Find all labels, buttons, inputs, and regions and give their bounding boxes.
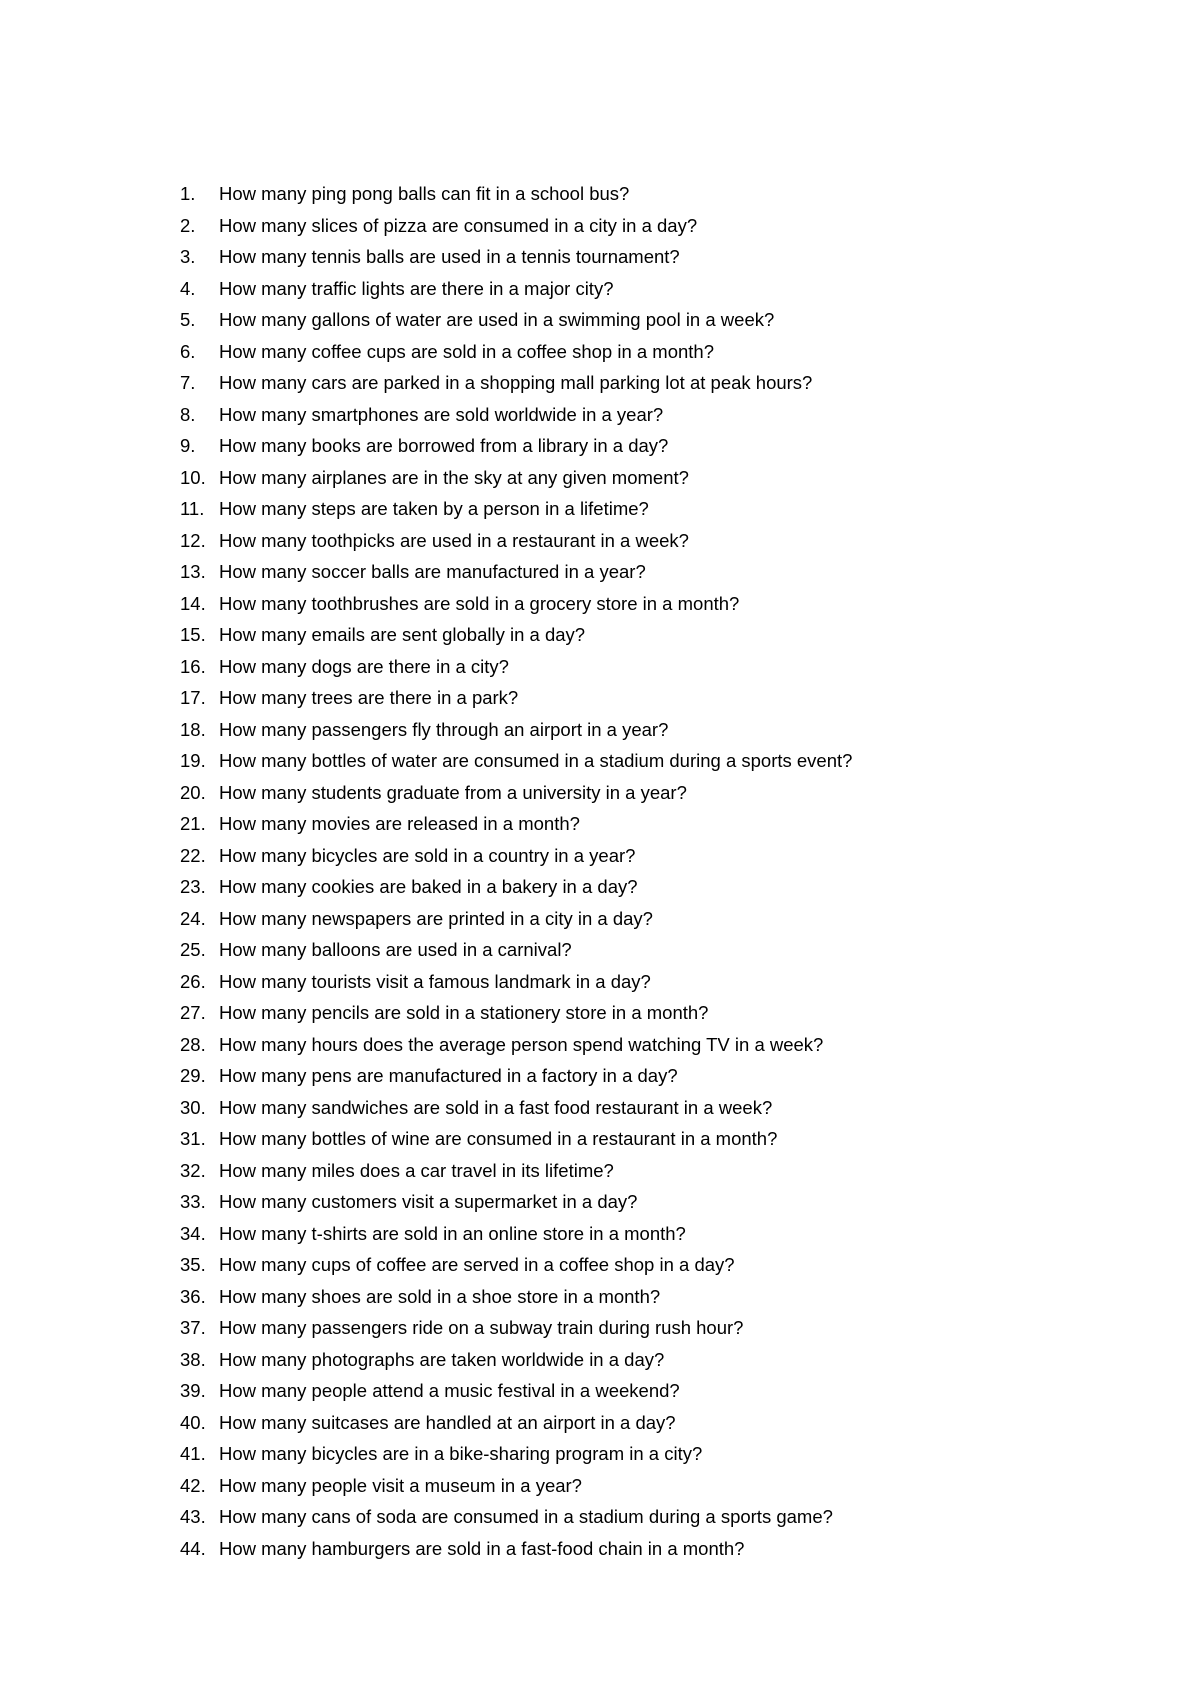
question-item: [180, 1407, 852, 1439]
question-text: How many soccer balls are manufactured in a year?: [219, 561, 646, 582]
question-text: How many bottles of wine are consumed in a restaurant in a month?: [219, 1128, 778, 1149]
question-text: How many students graduate from a university in a year?: [219, 781, 687, 803]
question-number: 33.: [180, 1191, 206, 1212]
question-item: [180, 682, 852, 714]
question-item: [180, 903, 852, 935]
question-text: How many tourists visit a famous landmark in a day?: [219, 970, 651, 992]
question-text: How many emails are sent globally in a day?: [219, 624, 586, 645]
question-text: How many people visit a museum in a year?: [219, 1474, 582, 1496]
question-number: 21.: [180, 813, 206, 834]
question-item: [180, 241, 852, 273]
question-item: [180, 777, 852, 809]
question-item: [180, 1533, 852, 1565]
question-item: [180, 367, 852, 399]
question-number: 27.: [180, 1002, 206, 1023]
question-item: [180, 651, 852, 683]
question-number: 31.: [180, 1128, 206, 1149]
question-item: [180, 556, 852, 588]
question-number: 26.: [180, 970, 206, 992]
question-text: How many cups of coffee are served in a coffee shop in a day?: [219, 1254, 735, 1275]
question-item: [180, 525, 852, 557]
question-item: [180, 714, 852, 746]
question-text: How many suitcases are handled at an airport in a day?: [219, 1411, 676, 1433]
question-number: 18.: [180, 718, 206, 740]
question-number: 32.: [180, 1159, 206, 1181]
question-item: [180, 1501, 852, 1533]
question-text: How many bicycles are sold in a country in a year?: [219, 844, 636, 866]
question-item: [180, 1155, 852, 1187]
question-item: [180, 619, 852, 651]
question-number: 43.: [180, 1506, 206, 1527]
question-text: How many trees are there in a park?: [219, 687, 519, 708]
question-text: How many toothbrushes are sold in a grocery store in a month?: [219, 592, 740, 614]
question-item: [180, 1375, 852, 1407]
question-number: 15.: [180, 624, 206, 645]
question-item: [180, 273, 852, 305]
question-text: How many pencils are sold in a stationery store in a month?: [219, 1002, 709, 1023]
question-number: 37.: [180, 1317, 206, 1338]
question-number: 39.: [180, 1380, 206, 1401]
question-item: [180, 493, 852, 525]
question-text: How many pens are manufactured in a factory in a day?: [219, 1065, 678, 1086]
question-text: How many cookies are baked in a bakery in a day?: [219, 876, 638, 897]
question-text: How many ping pong balls can fit in a school bus?: [219, 183, 630, 204]
question-text: How many newspapers are printed in a city in a day?: [219, 907, 653, 929]
question-text: How many passengers fly through an airport in a year?: [219, 718, 669, 740]
question-text: How many dogs are there in a city?: [219, 655, 509, 677]
question-text: How many hours does the average person spend watching TV in a week?: [219, 1033, 824, 1055]
question-item: [180, 966, 852, 998]
question-number: 14.: [180, 592, 206, 614]
question-number: 29.: [180, 1065, 206, 1086]
question-number: 19.: [180, 750, 206, 771]
question-text: How many gallons of water are used in a swimming pool in a week?: [219, 309, 775, 330]
question-item: [180, 1281, 852, 1313]
question-number: 35.: [180, 1254, 206, 1275]
question-item: [180, 745, 852, 777]
question-number: 41.: [180, 1443, 206, 1464]
question-item: [180, 1218, 852, 1250]
question-text: How many bicycles are in a bike-sharing program in a city?: [219, 1443, 703, 1464]
question-item: [180, 210, 852, 242]
question-text: How many coffee cups are sold in a coffee shop in a month?: [219, 340, 715, 362]
question-number: 3.: [180, 246, 196, 267]
question-item: [180, 1438, 852, 1470]
question-item: [180, 399, 852, 431]
question-text: How many steps are taken by a person in a lifetime?: [219, 498, 649, 519]
question-list: [180, 178, 852, 1564]
question-item: [180, 588, 852, 620]
question-number: 24.: [180, 907, 206, 929]
question-text: How many movies are released in a month?: [219, 813, 580, 834]
question-item: [180, 1186, 852, 1218]
question-item: [180, 1060, 852, 1092]
question-text: How many t-shirts are sold in an online store in a month?: [219, 1222, 686, 1244]
question-text: How many cars are parked in a shopping mall parking lot at peak hours?: [219, 372, 813, 393]
question-number: 38.: [180, 1348, 206, 1370]
question-item: [180, 178, 852, 210]
question-text: How many customers visit a supermarket in a day?: [219, 1191, 638, 1212]
question-text: How many sandwiches are sold in a fast food restaurant in a week?: [219, 1096, 773, 1118]
question-number: 13.: [180, 561, 206, 582]
question-number: 25.: [180, 939, 206, 960]
question-text: How many books are borrowed from a library in a day?: [219, 435, 669, 456]
question-text: How many photographs are taken worldwide in a day?: [219, 1348, 665, 1370]
question-text: How many balloons are used in a carnival?: [219, 939, 572, 960]
question-text: How many traffic lights are there in a major city?: [219, 277, 614, 299]
question-number: 40.: [180, 1411, 206, 1433]
question-text: How many smartphones are sold worldwide in a year?: [219, 403, 664, 425]
question-item: [180, 840, 852, 872]
question-number: 5.: [180, 309, 196, 330]
question-number: 20.: [180, 781, 206, 803]
question-text: How many toothpicks are used in a restaurant in a week?: [219, 529, 689, 551]
question-item: [180, 1470, 852, 1502]
question-number: 16.: [180, 655, 206, 677]
question-text: How many miles does a car travel in its lifetime?: [219, 1159, 614, 1181]
question-item: [180, 934, 852, 966]
question-text: How many shoes are sold in a shoe store in a month?: [219, 1285, 661, 1307]
question-number: 8.: [180, 403, 196, 425]
question-number: 1.: [180, 183, 196, 204]
question-text: How many slices of pizza are consumed in a city in a day?: [219, 214, 698, 236]
question-text: How many tennis balls are used in a tennis tournament?: [219, 246, 680, 267]
question-item: [180, 304, 852, 336]
question-number: 23.: [180, 876, 206, 897]
question-item: [180, 1249, 852, 1281]
question-item: [180, 808, 852, 840]
question-number: 11.: [180, 498, 205, 519]
question-text: How many cans of soda are consumed in a stadium during a sports game?: [219, 1506, 833, 1527]
question-item: [180, 1092, 852, 1124]
question-number: 12.: [180, 529, 206, 551]
question-number: 17.: [180, 687, 206, 708]
question-text: How many bottles of water are consumed in a stadium during a sports event?: [219, 750, 853, 771]
question-item: [180, 1312, 852, 1344]
question-number: 4.: [180, 277, 196, 299]
question-text: How many passengers ride on a subway train during rush hour?: [219, 1317, 744, 1338]
question-number: 2.: [180, 214, 196, 236]
question-item: [180, 1123, 852, 1155]
question-item: [180, 871, 852, 903]
question-number: 28.: [180, 1033, 206, 1055]
question-number: 6.: [180, 340, 196, 362]
question-text: How many airplanes are in the sky at any given moment?: [219, 466, 689, 488]
question-item: [180, 430, 852, 462]
question-number: 34.: [180, 1222, 206, 1244]
question-number: 30.: [180, 1096, 206, 1118]
question-number: 10.: [180, 466, 206, 488]
question-text: How many hamburgers are sold in a fast-food chain in a month?: [219, 1537, 745, 1559]
question-number: 9.: [180, 435, 196, 456]
question-number: 36.: [180, 1285, 206, 1307]
question-item: [180, 462, 852, 494]
question-item: [180, 1344, 852, 1376]
question-number: 42.: [180, 1474, 206, 1496]
question-text: How many people attend a music festival in a weekend?: [219, 1380, 680, 1401]
question-item: [180, 1029, 852, 1061]
question-number: 44.: [180, 1537, 206, 1559]
question-item: [180, 336, 852, 368]
question-item: [180, 997, 852, 1029]
question-number: 22.: [180, 844, 206, 866]
question-number: 7.: [180, 372, 196, 393]
